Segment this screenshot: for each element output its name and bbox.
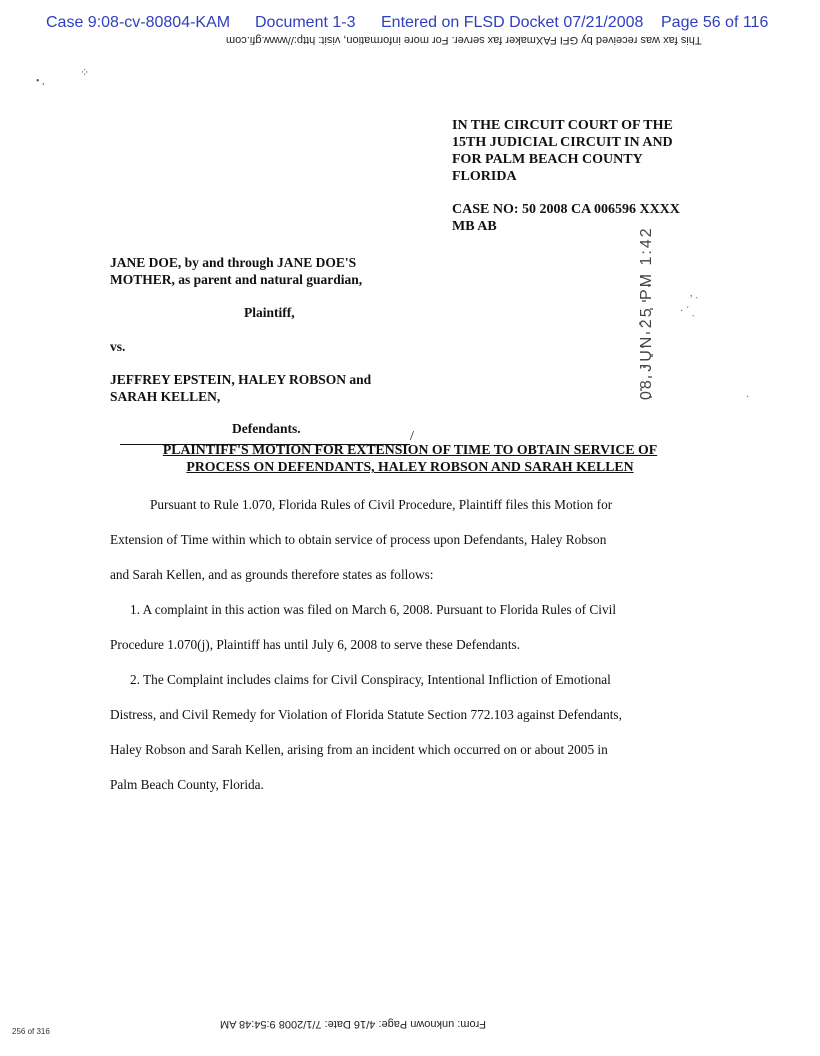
intro-paragraph-line: Pursuant to Rule 1.070, Florida Rules of Civil Procedure, Plaintiff files this Motion for <box>150 497 613 512</box>
filing-stamp-date: 08 JUN 25 PM 1:42 <box>638 226 655 400</box>
ecf-case-number: Case 9:08-cv-80804-KAM <box>46 14 231 31</box>
motion-title-line: PLAINTIFF'S MOTION FOR EXTENSION OF TIME TO OBTAIN SERVICE OF <box>162 442 658 457</box>
motion-title <box>0 441 820 475</box>
fax-header-line: This fax was received by GFI FAXmaker fax server. For more information, visit: http://www.gfi.com <box>226 34 702 46</box>
paragraph-2-line: 2. The Complaint includes claims for Civil Conspiracy, Intentional Infliction of Emotional <box>130 672 611 687</box>
court-heading-line: FLORIDA <box>452 169 517 184</box>
caption-slash: / <box>410 429 414 444</box>
ecf-page-number: Page 56 of 116 <box>661 14 769 31</box>
paragraph-2-line: Palm Beach County, Florida. <box>110 777 264 792</box>
defendants-name-line: SARAH KELLEN, <box>110 389 221 404</box>
ecf-header <box>0 14 820 36</box>
paragraph-2-line: Haley Robson and Sarah Kellen, arising from an incident which occurred on or about 2005 in <box>110 742 608 757</box>
plaintiff-label: Plaintiff, <box>244 305 295 320</box>
paragraph-1-line: 1. A complaint in this action was filed on March 6, 2008. Pursuant to Florida Rules of Civil <box>130 602 617 617</box>
case-number-line: MB AB <box>452 219 497 234</box>
court-heading-line: IN THE CIRCUIT COURT OF THE <box>452 118 673 133</box>
scan-artifact-mark: ⁘ <box>80 67 90 79</box>
intro-paragraph-line: and Sarah Kellen, and as grounds therefore states as follows: <box>110 567 434 582</box>
plaintiff-name-line: MOTHER, as parent and natural guardian, <box>110 272 363 287</box>
intro-paragraph-line: Extension of Time within which to obtain service of process upon Defendants, Haley Robson <box>110 532 607 547</box>
defendants-name-line: JEFFREY EPSTEIN, HALEY ROBSON and <box>110 372 372 387</box>
fax-footer-line: From: unknown Page: 4/16 Date: 7/1/2008 9:54:48 AM <box>220 1018 487 1030</box>
motion-title-line: PROCESS ON DEFENDANTS, HALEY ROBSON AND SARAH KELLEN <box>186 459 634 474</box>
ecf-docket-entry: Entered on FLSD Docket 07/21/2008 <box>381 14 644 31</box>
case-number-line: CASE NO: 50 2008 CA 006596 XXXX <box>452 202 680 217</box>
court-heading-line: 15TH JUDICIAL CIRCUIT IN AND <box>452 135 673 150</box>
defendants-label: Defendants. <box>232 421 301 436</box>
ecf-document-number: Document 1-3 <box>255 14 356 31</box>
document-page-count: 256 of 316 <box>12 1027 50 1036</box>
plaintiff-name-line: JANE DOE, by and through JANE DOE'S <box>110 255 357 270</box>
paragraph-2-line: Distress, and Civil Remedy for Violation of Florida Statute Section 772.103 against Defendants, <box>110 707 622 722</box>
scan-artifact-mark: · ´ ˏ <box>680 306 695 317</box>
versus-label: vs. <box>110 339 126 354</box>
court-heading-line: FOR PALM BEACH COUNTY <box>452 152 643 167</box>
scan-artifact-mark: • , <box>36 76 45 87</box>
scan-artifact-mark: , ˏ <box>690 288 699 299</box>
scan-artifact-mark: · <box>746 392 750 403</box>
paragraph-1-line: Procedure 1.070(j), Plaintiff has until July 6, 2008 to serve these Defendants. <box>110 637 521 652</box>
